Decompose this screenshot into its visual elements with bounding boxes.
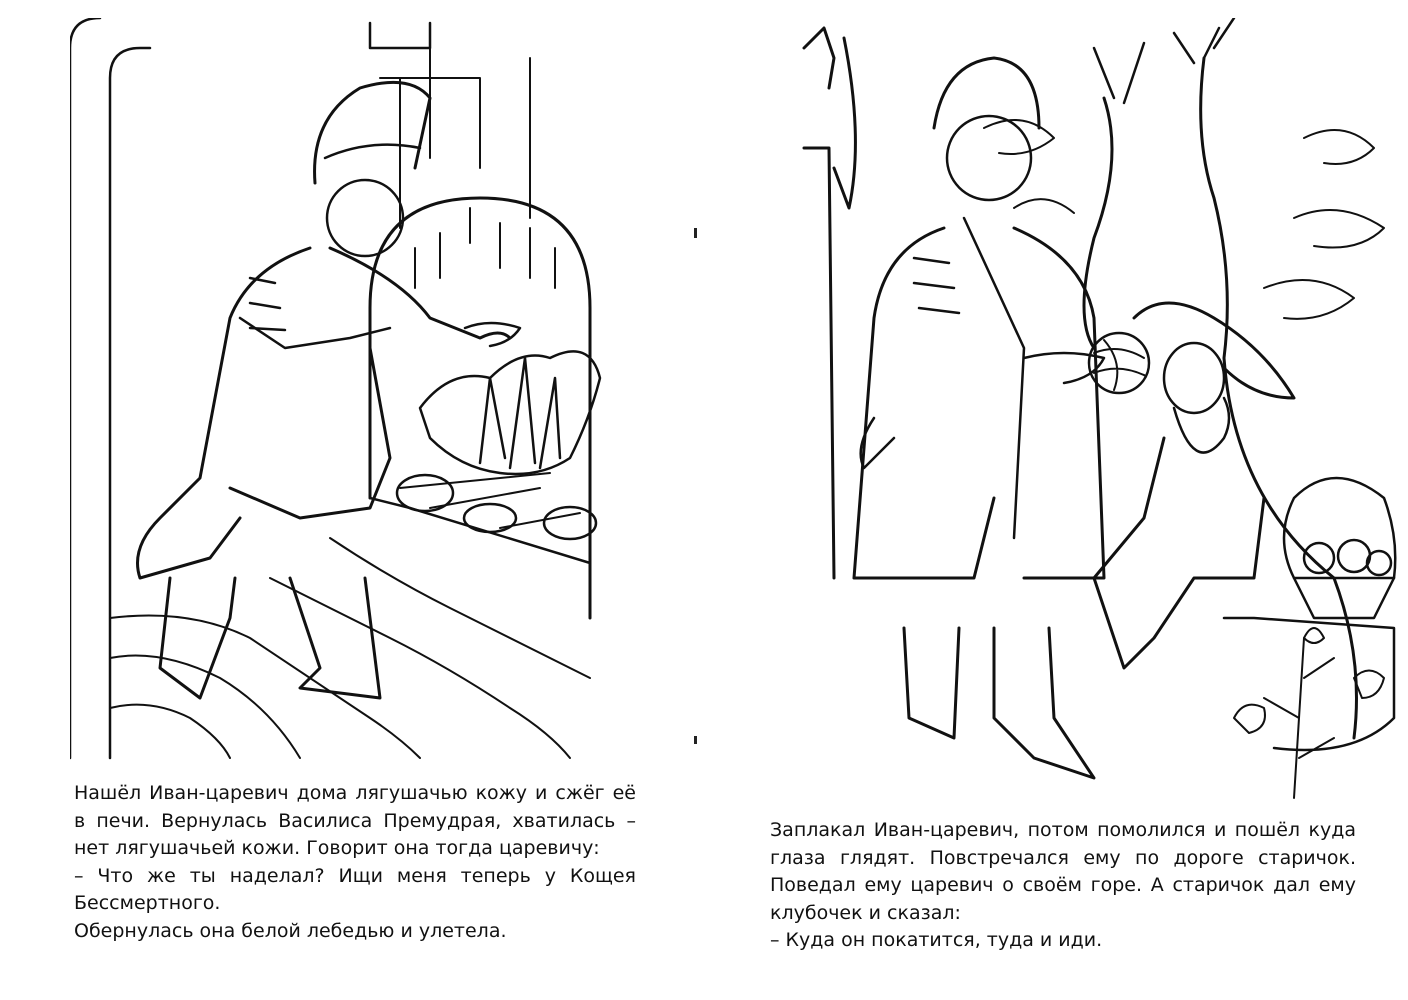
right-page bbox=[704, 0, 1408, 1000]
left-page bbox=[0, 0, 700, 1000]
story-paragraph: Нашёл Иван-царевич дома лягушачью кожу и сжёг её в печи. Вернулась Василиса Премудрая, хватилась – нет лягушачьей кожи. Говорит она тогда царевичу: bbox=[74, 782, 636, 859]
story-paragraph: Обернулась она белой лебедью и улетела. bbox=[74, 919, 507, 942]
story-dialogue: – Что же ты наделал? Ищи меня теперь у Кощея Бессмертного. bbox=[74, 864, 636, 914]
right-story-text bbox=[770, 817, 1356, 955]
gutter-mark bbox=[694, 228, 697, 238]
gutter-mark bbox=[694, 736, 697, 744]
illustration-ivan-meets-old-man bbox=[794, 18, 1402, 808]
left-story-text bbox=[74, 780, 636, 945]
illustration-ivan-burning-frog-skin bbox=[70, 18, 690, 763]
story-dialogue: – Куда он покатится, туда и иди. bbox=[770, 929, 1103, 951]
arch-frame-line bbox=[70, 18, 100, 758]
story-paragraph: Заплакал Иван-царевич, потом помолился и пошёл куда глаза глядят. Повстречался ему по дороге старичок. Поведал ему царевич о своём горе. А старичок дал ему клубочек и сказал: bbox=[770, 819, 1356, 924]
